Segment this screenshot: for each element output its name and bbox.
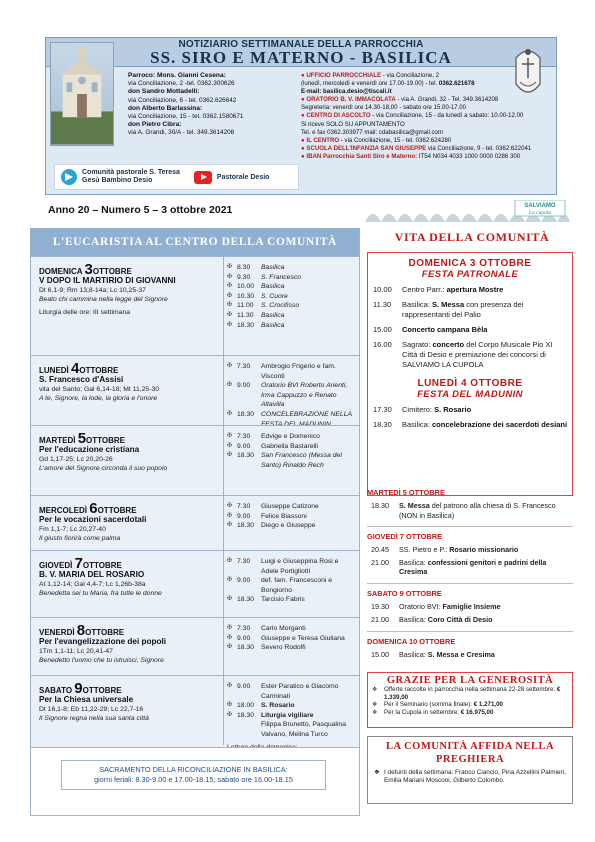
mass-row [227,711,357,721]
mass-time: 9.00 [237,577,251,585]
cross-icon: ✠ [227,410,233,417]
donation-amount: € 1.271,00 [473,701,503,709]
day-block: MARTEDÌ 5OTTOBRE Per l'educazione cristiana Gd 1,17-25; Lc 20,20-26 L'amore del Signore circonda il suo popolo ✠ 7.30 Edvige e Domenico ✠ 9.00 Gabriella Bastarelli ✠ 18.30 San Francesco (Messa del Santo) Rinaldo Rech [31,425,359,495]
mass-time: 9.00 [237,512,251,520]
mass-intention: Giuseppe Catizone [261,503,319,510]
mass-time [237,720,261,739]
mass-intention: Severo Rodolfi [261,644,306,652]
event-time: 15.00 [371,650,389,659]
mass-intention: Giuseppe e Teresa Giuliana [261,634,345,642]
donation-text [384,701,503,709]
cross-icon: ✠ [227,644,233,651]
mass-list [227,263,357,330]
mass-row [227,282,357,292]
masthead-title: SS. SIRO E MATERNO - BASILICA [150,48,452,67]
mass-time: 10.00 [237,283,255,291]
event-title: S. Rosario [434,405,472,414]
mass-time: 18.30 [237,452,255,460]
mass-time: 18.00 [237,702,255,710]
week-row [367,615,573,625]
event-text [399,650,573,660]
mass-time: 7.30 [237,363,251,370]
mass-intention: Carlo Morganti [261,625,306,632]
mass-row [227,311,357,321]
event-title: confessioni genitori e padrini della Cresima [399,557,547,576]
event-text [402,300,572,320]
event-title: S. Messa [432,300,465,309]
week-row [367,558,573,577]
day-heading: SABATO 9OTTOBRE [39,680,122,697]
clergy-list [128,72,298,138]
salviamo-label: SALVIAMO [524,203,556,209]
mass-intention: Basilica [261,264,285,271]
mass-list [227,557,357,605]
confession-hours: giorni feriali: 8.30-9.00 e 17.00-18.15; sabato ore 16.00-18.15 [94,775,293,784]
prayer-box [367,736,573,804]
feast-box [367,252,573,496]
diamond-icon: ❖ [372,701,378,709]
event-title: Concerto campana Bèla [402,325,488,334]
cross-icon: ✠ [227,311,233,318]
cross-icon: ✠ [227,321,233,328]
mass-intention: San Francesco (Messa del Santo) Rinaldo Rech [261,452,342,469]
mass-time: 9.00 [237,442,251,450]
clergy-entry: Parroco: Mons. Gianni Cesena: via Conciliazione, 2 -tel. 0362.300626 [128,72,235,88]
event-row [368,325,572,335]
donation-text [384,709,493,717]
mass-time: 7.30 [237,625,251,632]
diamond-icon: ❖ [372,686,378,693]
donations-title: GRAZIE PER LA GENEROSITÀ [386,675,554,686]
mass-intention: S. Rosario [261,702,295,710]
cross-icon: ✠ [227,522,233,529]
prayer-text: I defunti della settimana: Franco Ciancio, Pina Azzellini Palmieri, Emilia Mariani Mosconi, Gilberto Colombo. [384,769,566,784]
donation-row [368,686,572,701]
mass-row [227,512,357,522]
issue-line: Anno 20 – Numero 5 – 3 ottobre 2021 [48,204,233,216]
week-day: DOMENICA 10 OTTOBRE 15.00 Basilica: S. Messa e Cresima [367,637,573,663]
cross-icon: ✠ [227,382,233,389]
event-title: S. Messa e Cresima [427,650,495,659]
mass-row [227,521,357,531]
event-detail: del Corpo Musicale Pio XI Città di Desio e premiazione dei concorsi di SALVIAMO LA CUPOLA [402,340,553,369]
feast-day-title-2: LUNEDÌ 4 OTTOBRE [417,378,523,389]
mass-intention: Liturgia vigiliare [261,711,314,719]
mass-row [227,451,357,470]
mass-row [227,682,357,701]
mass-list [227,682,357,740]
donations-box [367,672,573,728]
feast-events [368,285,572,370]
mass-row [227,432,357,442]
feast-subtitle-2: FESTA DEL MADUNIN [417,389,523,400]
masthead-subtitle: NOTIZIARIO SETTIMANALE DELLA PARROCCHIA [178,39,424,50]
cross-icon: ✠ [227,683,233,689]
event-place: Oratorio BVI: [399,602,443,611]
mass-row [227,362,357,381]
donation-row [368,701,572,709]
event-row [368,300,572,320]
feast-day-title: DOMENICA 3 OTTOBRE [408,258,532,269]
mass-time: 7.30 [237,433,251,440]
day-heading: DOMENICA 3OTTOBRE [39,261,132,278]
cross-icon: ✠ [227,503,233,509]
cross-icon: ✠ [227,596,233,603]
mass-schedule [30,228,360,816]
donation-amount: € 1.339,00 [384,686,561,701]
cross-icon: ✠ [227,302,233,309]
mass-time: 18.30 [237,410,255,418]
day-heading: MERCOLEDÌ 6OTTOBRE [39,500,137,517]
cross-icon: ✠ [227,702,233,709]
event-time: 18.30 [371,501,389,510]
mass-row [227,442,357,452]
event-title: Rosario missionario [449,545,519,554]
mass-row [227,292,357,302]
event-place: Basilica: [399,614,428,624]
confession-footer [31,747,359,815]
event-place: Basilica: [399,650,428,659]
event-time: 20.45 [371,545,389,554]
mass-list [227,502,357,531]
event-row [368,405,572,415]
mass-intention: Ester Paratico e Giacomo Carminati [261,683,339,700]
cross-icon: ✠ [227,558,233,564]
cross-icon: ✠ [227,625,233,631]
email-link[interactable]: E-mail: basilica.desio@tiscali.it [301,88,392,96]
cross-icon: ✠ [227,363,233,369]
mass-intention: S. Crocifisso [261,302,300,310]
donation-text [384,686,568,701]
diamond-icon: ❖ [372,708,378,716]
event-place: Cimitero: [402,405,435,414]
mass-row [227,624,357,634]
mass-row [227,643,357,653]
mass-intention: Edvige e Domenico [261,433,320,440]
day-block: MERCOLEDÌ 6OTTOBRE Per le vocazioni sacerdotali Fm 1,1-7; Lc 20,27-40 Il giusto fiorirà come palma ✠ 7.30 Giuseppe Catizone ✠ 9.00 Felice Biassoni ✠ 18.30 Diego e Giuseppe [31,495,359,550]
mass-time: 18.30 [237,596,255,604]
cross-icon: ✠ [227,264,233,270]
day-block: DOMENICA 3OTTOBRE V DOPO IL MARTIRIO DI GIOVANNI Dt 6,1-9; Rm 13,8-14a; Lc 10,25-37 Beato chi cammina nella legge del Signore Liturgia delle ore: III settimana ✠ 8.30 Basilica ✠ 9.30 S. Francesco ✠ 10.00 Basilica ✠ 10.30 S. Cuore ✠ 11.00 S. Crocifisso ✠ 11.30 Basilica ✠ 18.30 Basilica [31,256,359,355]
week-row [367,602,573,612]
mass-intention: Basilica [261,321,285,329]
event-title: Famiglie Insieme [442,602,501,611]
mass-list [227,624,357,653]
mass-row [227,595,357,605]
day-heading: VENERDÌ 8OTTOBRE [39,622,125,639]
mass-row [227,301,357,311]
event-time: 21.00 [371,614,389,624]
event-row [368,420,572,430]
feast-subtitle: FESTA PATRONALE [421,269,519,280]
mass-time: 9.00 [237,634,251,642]
mass-row [227,576,357,595]
event-title: apertura Mostre [446,285,504,294]
youtube-label[interactable]: Pastorale Desio [216,173,270,181]
church-illustration [51,43,113,145]
mass-time: 11.30 [237,311,254,319]
bullet-icon: ❖ [374,769,380,776]
clergy-entry: don Sandro Mottadelli: via Conciliazione, 6 - tel. 0362.626642 [128,88,237,104]
event-text [399,558,573,577]
event-place: Basilica: [402,300,433,309]
cross-icon: ✠ [227,711,233,718]
mass-intention: Tarcisio Fabris [261,596,305,604]
event-time: 19.30 [371,602,389,611]
telegram-label[interactable]: Comunità pastorale S. Teresa Gesù Bambino Desio [82,169,180,184]
cross-icon: ✠ [227,512,233,519]
day-heading: GIOVEDÌ 7OTTOBRE [39,555,122,572]
event-text [402,325,572,335]
mass-row [227,321,357,331]
divider [367,526,573,527]
event-place: Basilica: [399,557,428,567]
event-title: Coro Città di Desio [427,614,493,624]
event-text [402,405,572,415]
donation-label: Per il Seminario (somma finale): [384,701,474,709]
mass-row [227,634,357,644]
divider [367,583,573,584]
cross-icon [227,720,237,739]
mass-row [227,557,357,576]
mass-intention: Luigi e Giuseppina Rosi e Adele Portigliotti [261,558,339,575]
divider [367,631,573,632]
week-row [367,650,573,660]
mass-intention: Basilica [261,283,285,291]
week-row [367,501,573,520]
event-time: 21.00 [371,557,389,567]
event-text [399,501,573,520]
mass-row [227,701,357,711]
event-detail: del patrono alla chiesa di S. Francesco (NON in Basilica) [399,501,556,520]
cross-icon: ✠ [227,273,233,280]
cross-icon: ✠ [227,292,233,299]
mass-list [227,362,357,429]
mass-time: 9.00 [237,683,251,690]
event-row [368,285,572,295]
event-time: 11.30 [373,300,392,309]
mass-time: 11.00 [237,302,254,310]
week-day: SABATO 9 OTTOBRE 19.30 Oratorio BVI: Famiglie Insieme 21.00 Basilica: Coro Città di Desio [367,589,573,627]
mass-time: 7.30 [237,558,251,565]
event-time: 15.00 [373,325,392,334]
clergy-entry: don Pietro Cibra: via A. Grandi, 30/A - tel. 349.3614208 [128,121,235,137]
donation-row [368,709,572,717]
cross-icon: ✠ [227,452,233,459]
mass-intention: Filippa Brunetto, Pasqualina Valvano, Melina Turco [261,721,347,738]
mass-row [227,502,357,512]
event-title: concerto [432,340,465,349]
mass-row [227,263,357,273]
donations-list [368,686,572,716]
mass-row [227,381,357,410]
mass-time: 18.30 [237,644,255,652]
mass-time: 18.30 [237,711,255,719]
mass-intention: Gabriella Bastarelli [261,442,319,450]
mass-row [227,273,357,283]
masthead-band [46,38,556,67]
cupola-label: La cupola [528,210,552,216]
event-time: 16.00 [373,340,392,349]
donation-label: Offerte raccolte in parrocchia nella settimana 22-28 settembre: [384,686,557,693]
masthead [45,37,557,195]
event-text [399,602,573,612]
event-place: Centro Parr.: [402,285,447,294]
event-place: Basilica: [402,420,433,429]
mass-time: 9.30 [237,273,251,281]
mass-intention: CONCELEBRAZIONE NELLA FESTA DEL MADUNIN [261,410,352,428]
event-row [368,340,572,370]
event-text [399,545,573,555]
event-time: 10.00 [373,285,392,294]
clergy-entry: don Alberto Barlassina: via Conciliazione, 15 - tel. 0362.1580671 [128,104,244,121]
office-contacts: ● UFFICIO PARROCCHIALE - via Conciliazione, 2 (lunedì, mercoledì e venerdì ore 17.00-19.00) - tel. 0362.621678 E-mail: basilica.desio@tiscali.it ● ORATORIO B. V. IMMACOLATA - via A. Grandi, 32 - Tel. 349.3614208 Segreteria: venerdì ore 14.30-18.00 - sabato ore 15.00-17.00 ● CENTRO DI ASCOLTO - via Conciliazione, 15 - da lunedì a sabato: 10.00-12.00 Si riceve SOLO SU APPUNTAMENTO Tel. e fax 0362.303977 mail: cdabasilica@gmail.com ● IL CENTRO - via Conciliazione, 15 - tel. 0362.624280 ● SCUOLA DELL'INFANZIA SAN GIUSEPPE via Conciliazione, 9 - tel. 0362.622041 ● IBAN Parrocchia Santi Siro e Materno: IT54 N034 4033 1000 0000 0286 300 [301,72,551,161]
donation-label: Per la Cupola in settembre: [384,708,461,716]
cross-icon: ✠ [227,442,233,449]
week-day: MARTEDÌ 5 OTTOBRE 18.30 S. Messa del patrono alla chiesa di S. Francesco (NON in Basilica) [367,488,573,523]
event-text [402,285,572,295]
event-time: 17.30 [373,405,392,414]
event-title: concelebrazione dei sacerdoti desiani [432,420,568,429]
event-title: S. Messa [399,501,430,510]
week-day: GIOVEDÌ 7 OTTOBRE 20.45 SS. Pietro e P.: Rosario missionario 21.00 Basilica: confessioni genitori e padrini della Cresima [367,532,573,580]
mass-time: 9.00 [237,382,251,390]
cross-icon: ✠ [227,634,233,641]
event-place: SS. Pietro e P.: [399,545,450,554]
community-column [367,228,577,659]
mass-intention: Felice Biassoni [261,512,307,520]
cross-icon: ✠ [227,283,233,290]
prayer-title: LA COMUNITÀ AFFIDA NELLA PREGHIERA [385,741,555,765]
mass-intention: S. Cuore [261,292,288,300]
event-place: Sagrato: [402,340,433,349]
event-text [399,615,573,625]
day-block: GIOVEDÌ 7OTTOBRE B. V. MARIA DEL ROSARIO At 1,12-14; Gal 4,4-7; Lc 1,26b-38a Benedetta sei tu Maria, fra tutte le donne ✠ 7.30 Luigi e Giuseppina Rosi e Adele Portigliotti ✠ 9.00 def. fam. Francesconi e Bongiorno ✠ 18.30 Tarcisio Fabris [31,550,359,617]
cross-icon: ✠ [227,577,233,584]
mass-intention: Ambrogio Frigerio e fam. Visconti [261,363,336,380]
schedule-title: L'EUCARISTIA AL CENTRO DELLA COMUNITÀ [31,229,359,256]
mass-time: 8.30 [237,264,251,271]
day-block: VENERDÌ 8OTTOBRE Per l'evangelizzazione dei popoli 1Tm 1,1-11; Lc 20,41-47 Benedetto l'uomo che tu istruisci, Signore ✠ 7.30 Carlo Morganti ✠ 9.00 Giuseppe e Teresa Giuliana ✠ 18.30 Severo Rodolfi [31,617,359,675]
event-text [402,340,572,370]
mass-time: 18.30 [237,321,255,329]
mass-time: 18.30 [237,522,255,530]
mass-intention: Oratorio BVI Roberto Arienti, Irma Cappuzzo e Renato Altavilla [261,382,348,409]
mass-intention: Basilica [261,311,285,319]
event-time: 18.30 [373,420,392,429]
mass-list [227,432,357,470]
day-block: LUNEDÌ 4OTTOBRE S. Francesco d'Assisi vita del Santo; Gal 6,14-18; Mt 11,25-30 A te, Signore, la lode, la gloria e l'onore ✠ 7.30 Ambrogio Frigerio e fam. Visconti ✠ 9.00 Oratorio BVI Roberto Arienti, Irma Cappuzzo e Renato Altavilla ✠ 18.30 CONCELEBRAZIONE NELLA FESTA DEL MADUNIN [31,355,359,425]
mass-intention: S. Francesco [261,273,302,281]
donation-amount: € 16.975,00 [460,708,494,716]
mass-time: 10.30 [237,292,255,300]
day-heading: MARTEDÌ 5OTTOBRE [39,430,125,447]
event-detail: con presenza dei rappresentanti del Palio [402,300,524,319]
day-heading: LUNEDÌ 4OTTOBRE [39,360,119,377]
social-links [54,164,299,190]
telegram-icon[interactable] [61,169,77,185]
mass-intention: Diego e Giuseppe [261,522,316,530]
cupola-banner [365,200,570,222]
community-title: VITA DELLA COMUNITÀ [394,230,550,244]
day-block: SABATO 9OTTOBRE Per la Chiesa universale Dt 16,1-8; Eb 11,22-29; Lc 22,7-16 Il Signore regna nella sua santa città ✠ 9.00 Ester Paratico e Giacomo Carminati ✠ 18.00 S. Rosario ✠ 18.30 Liturgia vigiliare Filippa Brunetto, Pasqualina Valvano, Melina Turco [31,675,359,748]
mass-time: 7.30 [237,503,251,510]
mass-row [227,720,357,739]
church-photo [50,42,114,146]
youtube-icon[interactable] [194,171,212,184]
event-text [402,420,572,430]
feast-events-2 [368,405,572,430]
week-row [367,545,573,555]
confession-title: SACRAMENTO DELLA RICONCILIAZIONE IN BASILICA: [99,765,288,774]
cross-icon: ✠ [227,433,233,439]
mass-intention: def. fam. Francesconi e Bongiorno [261,577,333,594]
